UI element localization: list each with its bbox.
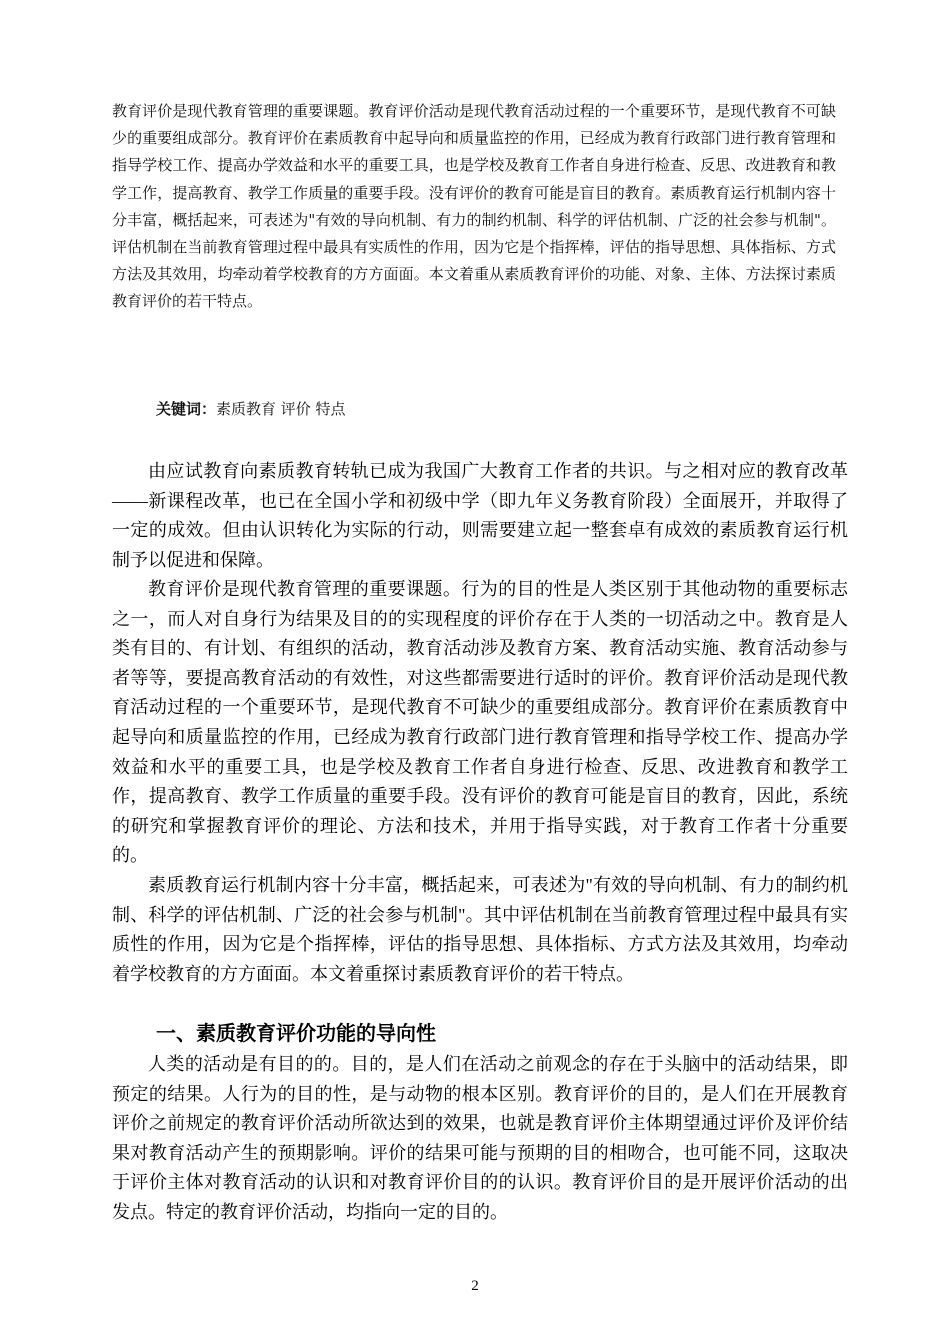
section-heading: 一、素质教育评价功能的导向性 — [156, 1021, 436, 1045]
section-paragraph: 人类的活动是有目的的。目的，是人们在活动之前观念的存在于头脑中的活动结果，即预定的结果。人行为的目的性，是与动物的根本区别。教育评价的目的，是人们在开展教育评价之前规定的教育评价活动所欲达到的效果，也就是教育评价主体期望通过评价及评价结果对教育活动产生的预期影响。评价的结果可能与预期的目的相吻合，也可能不同，这取决于评价主体对教育活动的认识和对教育评价目的的认识。教育评价目的是开展评价活动的出发点。特定的教育评价活动，均指向一定的目的。 — [112, 1054, 848, 1222]
keywords-line — [156, 396, 346, 423]
body-paragraph-2: 教育评价是现代教育管理的重要课题。行为的目的性是人类区别于其他动物的重要标志之一，而人对自身行为结果及目的的实现程度的评价存在于人类的一切活动之中。教育是人类有目的、有计划、有组织的活动，教育活动涉及教育方案、教育活动实施、教育活动参与者等等，要提高教育活动的有效性，对这些都需要进行适时的评价。教育评价活动是现代教育活动过程的一个重要环节，是现代教育不可缺少的重要组成部分。教育评价在素质教育中起导向和质量监控的作用，已经成为教育行政部门进行教育管理和指导学校工作、提高办学效益和水平的重要工具，也是学校及教育工作者自身进行检查、反思、改进教育和教学工作，提高教育、教学工作质量的重要手段。没有评价的教育可能是盲目的教育，因此，系统的研究和掌握教育评价的理论、方法和技术，并用于指导实践，对于教育工作者十分重要的。 — [112, 579, 848, 866]
abstract-paragraph: 教育评价是现代教育管理的重要课题。教育评价活动是现代教育活动过程的一个重要环节，是现代教育不可缺少的重要组成部分。教育评价在素质教育中起导向和质量监控的作用，已经成为教育行政部门进行教育管理和指导学校工作、提高办学效益和水平的重要工具，也是学校及教育工作者自身进行检查、反思、改进教育和教学工作，提高教育、教学工作质量的重要手段。没有评价的教育可能是盲目的教育。素质教育运行机制内容十分丰富，概括起来，可表述为"有效的导向机制、有力的制约机制、科学的评估机制、广泛的社会参与机制"。评估机制在当前教育管理过程中最具有实质性的作用，因为它是个指挥棒，评估的指导思想、具体指标、方式方法及其效用，均牵动着学校教育的方方面面。本文着重从素质教育评价的功能、对象、主体、方法探讨素质教育评价的若干特点。 — [112, 102, 836, 311]
keywords-value: 素质教育 评价 特点 — [216, 400, 346, 418]
body-paragraph-1: 由应试教育向素质教育转轨已成为我国广大教育工作者的共识。与之相对应的教育改革——新课程改革，也已在全国小学和初级中学（即九年义务教育阶段）全面展开，并取得了一定的成效。但由认识转化为实际的行动，则需要建立起一整套卓有成效的素质教育运行机制予以促进和保障。 — [112, 461, 848, 570]
keywords-label: 关键词： — [156, 400, 217, 418]
page-number: 2 — [471, 1278, 479, 1294]
body-paragraph-3: 素质教育运行机制内容十分丰富，概括起来，可表述为"有效的导向机制、有力的制约机制、科学的评估机制、广泛的社会参与机制"。其中评估机制在当前教育管理过程中最具有实质性的作用，因为它是个指挥棒，评估的指导思想、具体指标、方式方法及其效用，均牵动着学校教育的方方面面。本文着重探讨素质教育评价的若干特点。 — [112, 875, 848, 984]
